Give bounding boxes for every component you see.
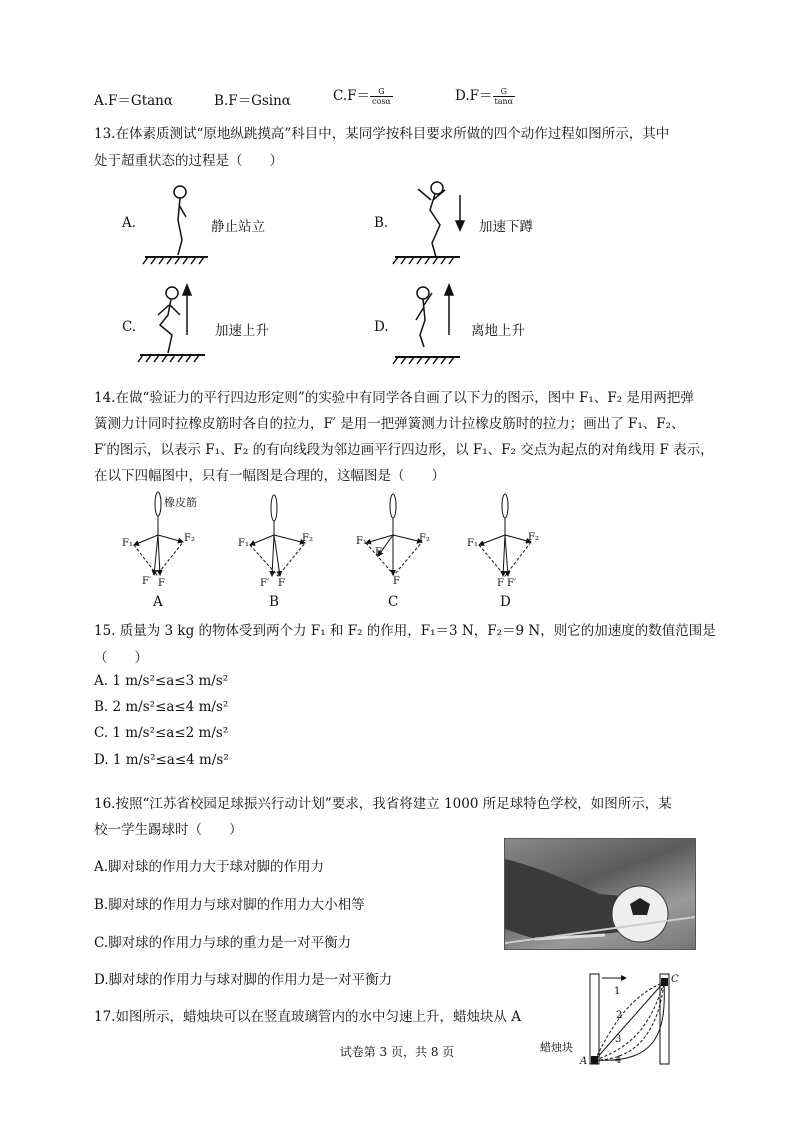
- q17-label-wax: 蜡烛块: [540, 1041, 573, 1054]
- diagram-d-label: D: [500, 594, 511, 610]
- q17-path-3: 3: [615, 1034, 622, 1045]
- diagram-a-f1: F₁: [122, 538, 133, 549]
- diagram-c-f: F: [393, 576, 400, 587]
- q12-option-b: B.F＝Gsinα: [214, 93, 291, 109]
- q15-option-c: C. 1 m/s²≤a≤2 m/s²: [94, 725, 229, 741]
- q15-option-a: A. 1 m/s²≤a≤3 m/s²: [94, 673, 229, 689]
- figure-jumping: [393, 285, 460, 364]
- q13-option-c-letter: C.: [122, 319, 137, 335]
- soccer-kick-photo: [504, 838, 696, 950]
- q17-text-line1: 17.如图所示，蜡烛块可以在竖直玻璃管内的水中匀速上升，蜡烛块从 A: [94, 1009, 522, 1025]
- q15-text-line1: 15. 质量为 3 kg 的物体受到两个力 F₁ 和 F₂ 的作用，F₁＝3 N，F₂＝9 N，则它的加速度的数值范围是: [94, 623, 716, 639]
- q17-label-c: C: [671, 974, 679, 985]
- q13-option-d-label: 离地上升: [471, 323, 525, 339]
- q13-option-c-label: 加速上升: [215, 323, 269, 339]
- q13-figures: [0, 175, 794, 375]
- diagram-b-f1: F₁: [238, 538, 249, 549]
- diagram-c-f1: F₁: [356, 536, 367, 547]
- q17-path-4: 4: [615, 1055, 622, 1066]
- q16-text-line1: 16.按照“江苏省校园足球振兴行动计划”要求，我省将建立 1000 所足球特色学校，如图所示，某: [94, 796, 672, 812]
- q15-option-b: B. 2 m/s²≤a≤4 m/s²: [94, 699, 229, 715]
- q16-option-c: C.脚对球的作用力与球的重力是一对平衡力: [94, 935, 352, 951]
- soccer-kick-illustration: [505, 839, 695, 949]
- q13-option-d-letter: D.: [374, 319, 389, 335]
- diagram-b-f2: F₂: [302, 533, 313, 544]
- q13-text-line2: 处于超重状态的过程是（ ）: [94, 153, 283, 169]
- q14-force-diagrams: [0, 490, 794, 590]
- diagram-a-f2: F₂: [184, 533, 195, 544]
- diagram-b-f: F: [278, 578, 285, 589]
- q17-path-1: 1: [614, 986, 621, 997]
- q17-path-2: 2: [616, 1010, 623, 1021]
- diagram-c-fprime: F′: [375, 547, 385, 558]
- q16-text-line2: 校一学生踢球时（ ）: [94, 822, 243, 838]
- q14-text-line4: 在以下四幅图中，只有一幅图是合理的，这幅图是（ ）: [94, 468, 445, 484]
- q16-option-a: A.脚对球的作用力大于球对脚的作用力: [94, 859, 325, 875]
- diagram-a-f: F: [158, 578, 165, 589]
- diagram-d-fprime: F′: [507, 578, 517, 589]
- diagram-c-f2: F₂: [419, 533, 430, 544]
- q13-option-b-letter: B.: [374, 215, 389, 231]
- diagram-d-f: F: [497, 578, 504, 589]
- figure-rising: [138, 285, 205, 362]
- rubber-band-label: 橡皮筋: [164, 496, 197, 509]
- q13-option-a-letter: A.: [122, 215, 137, 231]
- q14-text-line3: F′的图示，以表示 F₁、F₂ 的有向线段为邻边画平行四边形，以 F₁、F₂ 交点为起点的对角线用 F 表示，: [94, 442, 714, 458]
- q13-option-a-label: 静止站立: [211, 219, 265, 235]
- diagram-a-fprime: F′: [142, 576, 152, 587]
- q12-option-c: C.F＝ $\frac{G}{\cos\alpha}$: [333, 87, 391, 106]
- q17-label-a: A: [580, 1056, 588, 1067]
- diagram-a-label: A: [153, 594, 163, 610]
- q15-text-line2: （ ）: [94, 650, 148, 666]
- q14-text-line2: 簧测力计同时拉橡皮筋时各自的拉力，F′ 是用一把弹簧测力计拉橡皮筋时的拉力；画出了 F₁、F₂、: [94, 416, 685, 432]
- figure-standing: [143, 186, 208, 264]
- diagram-b-label: B: [269, 594, 279, 610]
- page-footer: 试卷第 3 页，共 8 页: [339, 1045, 455, 1059]
- q16-option-b: B.脚对球的作用力与球对脚的作用力大小相等: [94, 897, 365, 913]
- q16-option-d: D.脚对球的作用力与球对脚的作用力是一对平衡力: [94, 972, 393, 988]
- q12-option-a: A.F＝Gtanα: [94, 93, 173, 109]
- q12-option-d: D.F＝ $\frac{G}{\tan\alpha}$: [455, 87, 514, 106]
- diagram-d-f2: F₂: [528, 532, 539, 543]
- q15-option-d: D. 1 m/s²≤a≤4 m/s²: [94, 752, 229, 768]
- q13-option-b-label: 加速下蹲: [479, 219, 533, 235]
- diagram-b-fprime: F′: [260, 578, 270, 589]
- q14-text-line1: 14.在做“验证力的平行四边形定则”的实验中有同学各自画了以下力的图示，图中 F₁、F₂ 是用两把弹: [94, 390, 694, 406]
- figure-crouching: [393, 182, 464, 264]
- q13-text-line1: 13.在体素质测试“原地纵跳摸高”科目中，某同学按科目要求所做的四个动作过程如图所示，其中: [94, 126, 670, 142]
- diagram-c-label: C: [388, 594, 399, 610]
- diagram-d-f1: F₁: [467, 538, 478, 549]
